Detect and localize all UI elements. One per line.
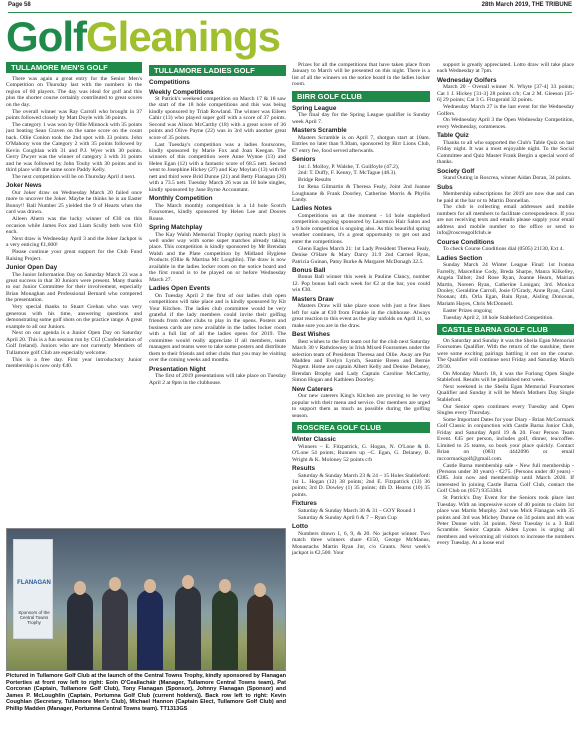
- article-paragraph: Prizes for all the competitions that have taken place from January to March will be presented on this night. There is a list of all the winners on the notice board in the ladies locker room.: [292, 62, 430, 88]
- heading-winter-classic: Winter Classic: [292, 436, 336, 444]
- person-head: [254, 583, 266, 597]
- article-paragraph: Please continue your great support for the Club Fund Raising Project.: [6, 249, 142, 262]
- sponsor-banner: [13, 539, 53, 639]
- person-head: [74, 581, 86, 595]
- article-paragraph: Competitions on at the moment - 14 hole stapleford competition ongoing sponsored by Laurenzo Hair Salon and a 9 hole competition is ongoing also. As this beautiful spring weather continues, it's a great opportunity to get out and enter the competitions.: [292, 212, 430, 245]
- article-paragraph: On Saturday and Sunday it was the Sheila Egan Memorial Foursomes Qualifier. With the return of the sunshine, there were some exciting pairings battling it out on the course. The Qualifier will continue next Friday and Saturday March 29/30.: [437, 338, 574, 370]
- heading-seniors: Seniors: [292, 156, 316, 164]
- article-paragraph: To check Course Conditions dial (0505) 21130, Ext 4.: [443, 246, 564, 253]
- masthead-gleanings: Gleanings: [85, 13, 281, 60]
- paragraph-group: [149, 293, 286, 364]
- paragraph-group: [437, 140, 574, 166]
- heading-weekly-competitions: Weekly Competitions: [149, 88, 214, 96]
- article-paragraph: This is a free day. First year introductory Junior membership is now only €40.: [6, 356, 142, 370]
- heading-new-caterers: New Caterers: [292, 385, 333, 393]
- article-paragraph: Some Important Dates for your Diary - Brian McCormack Golf Classic in conjunction with Castle Barna Junior Club, Friday and Saturday April 19 & 20. Four Person Team Event. €45 per person, includes golf, dinner, tea/coffee. Limited to 25 teams, so book your place quickly. Contact Brian on (083) 4442096 or email mccormackgolf@gmail.com.: [437, 417, 574, 462]
- paragraph-group: [149, 232, 286, 284]
- heading-ladies-open-events: Ladies Open Events: [149, 285, 211, 293]
- article-paragraph: Winners – E. Fitzpatrick, G. Hogan, N. O'Lone & B. O'Lone 54 points; Runners up –C. Egan, G. Delaney, B. Wright & K. Moloney 52 points c/b: [292, 443, 430, 463]
- person-figure: [67, 592, 93, 670]
- person-figure: [247, 594, 273, 670]
- paragraph-group: [292, 303, 430, 329]
- person-head: [219, 579, 231, 593]
- article-paragraph: Thanks to all who supported the Club's Table Quiz on last Friday night. It was a most enjoyable night. To the Social Committee and Quiz Master Frank Bergin a special word of thanks.: [437, 139, 574, 166]
- paragraph-group: [6, 190, 142, 262]
- heading-bonus-ball: Bonus Ball: [292, 266, 326, 274]
- article-paragraph: The category 1 was won by Ollie Minnock with 35 points just beating Sean Craven on the same score on the count back. Ollie Conlon took the 2nd spot with 33 points. John O'Mahony won the Category 2 with 35 points followed by Kevin Coughlan with 31 and P.J. Wyer with 30 points. Gerry Dwyer was the winner of category 3 with 31 points and he was followed by John Touhy with 30 points and in third place with the same score Paddy Kelly.: [6, 121, 142, 174]
- heading-best-wishes: Best Wishes: [292, 331, 330, 339]
- article-paragraph: The club is collecting email addresses and mobile numbers for all members to facilitate correspondence. If you are not receiving texts and emails please supply your email address and mobile number to the office or send to info@roscreagolfclub.ie: [437, 204, 574, 237]
- paragraph-group: [292, 213, 430, 265]
- article-paragraph: support is greatly appreciated. Lotto draw will take place each Wednesday at 7pm.: [437, 62, 574, 75]
- masthead-golf: Golf: [6, 13, 86, 60]
- article-paragraph: Masters Scramble is on April 7, shotgun start at 10am. Entries no later than 9.30am, sponsored by Birr Lions Club, €7 entry fee, food served afterwards.: [292, 134, 430, 154]
- article-paragraph: Very special thanks to Stuart Grehan who was very generous with his time, answering questions and demonstrating some golf shots on the practice range. A great example to all our Juniors.: [6, 304, 142, 330]
- article-paragraph: Saturday & Sunday March 23 & 24 – 15 Holes Stableford: 1st L. Hogan (12) 38 points; 2nd E. Fitzpatrick (13) 36 points; 3rd D. Dowley (1) 35 points; 4th D. Hearns (10) 35 points.: [292, 472, 430, 498]
- paragraph-group: [292, 164, 430, 204]
- article-paragraph: The overall winner was Ray Carroll who brought in 37 points followed closely by Matt Doyle with 36 points.: [6, 108, 142, 122]
- paragraph-group: [437, 338, 574, 547]
- article-paragraph: The March monthly competition is a 14 hole Scotch Foursomes, kindly sponsored by Helen Lee and Doores Rouse.: [149, 202, 286, 222]
- heading-ladies-section: Ladies Section: [437, 254, 483, 262]
- page-number: Page 58: [8, 2, 31, 8]
- article-paragraph: 1st: J. Molloy, P. Walshe, T. Guilfoyle (47.2),: [298, 163, 400, 170]
- paragraph-group: [437, 262, 574, 321]
- person-head: [182, 575, 194, 589]
- article-paragraph: Sunday March 24 Winter League Final: 1st Ivanna Farrelly, Marcelline Cody, Breda Sharpe, Maura Kilkelley, Angela Talbot; 2nd Rose Ryan, Joanne Hearn, Mairian Martin, Noreen Ryan, Catherine Lonigan; 3rd. Monica Dooley, Geraldine Carroll, Josie O'Grady, Anne Ryan, Carol Noonan; 4th. Orla Egan, Bain Ryan, Aisling Donovan, Mariam Hayes, Chris McDonnell.: [437, 262, 574, 307]
- heading-presentation-night: Presentation Night: [149, 365, 206, 373]
- person-figure: [175, 586, 201, 670]
- heading-wednesday-golfers: Wednesday Golfers: [437, 76, 497, 84]
- heading-joker-news: Joker News: [6, 182, 42, 190]
- heading-fixtures: Fixtures: [292, 500, 317, 508]
- article-paragraph: Aileen Ahern was the lucky winner of €30 on this occasion while James Fox and Liam Scully both won €10 each.: [6, 216, 142, 236]
- paragraph-group: [149, 96, 286, 193]
- paragraph-group: [292, 135, 430, 154]
- person-figure: [102, 588, 128, 670]
- article-paragraph: Next on our agenda is a Junior Open Day on Saturday April 20. This is a fun session run by CGI (Confederation of Golf Ireland). Juniors who are not currently Members of Tullamore golf Club are especially welcome.: [6, 330, 142, 356]
- article-paragraph: Last Tuesday's competition was a ladies fourscores, kindly sponsored by Marie Fox and Joan Keegan. The winners of this competition were Anne Wynne (13) and Helen Egan (12) with a fantastic score of 68.5 nett. Second went to Josephine Hickey (27) and Kay Moylan (13) with 69 nett and third were Brid Dunne (21) and Betty Flanagan (26) with a 73.5 nett. Tuesday March 26 was an 18 hole singles, kindly sponsored by Jane Byrne Accountant.: [149, 141, 286, 193]
- article-paragraph: On Wednesday April 3 the Open Wednesday Competition, every Wednesday, commences.: [437, 117, 574, 130]
- article-paragraph: Bridge Results: [298, 177, 332, 184]
- heading-junior-open-day: Junior Open Day: [6, 264, 58, 272]
- photo-caption: Pictured in Tullamore Golf Club at the launch of the Central Towns Trophy, kindly sponsored by Flanagan Porterties at front row left to right: Eoin O'Ceallacháir (Manager, Tullamore Central Towns team), Pat Corcoran (Captain, Tullamore Golf Club), Tony Flanagan (Sponsor), Johnny Flanagan (Sponsor) and James P. McLoughlin (Captain, Portumna Golf Club (current holders)). Back row left to right: Kevin Coughlan (Secretary, Tullamore Men's Club), Michael Hannon (Captain Elect, Tullamore Golf Club) and Phillip Madden (Manager, Portumna Central Towns team). TT1313GS: [6, 673, 286, 712]
- article-paragraph: The next competition will be on Thursday April 4 next.: [12, 173, 136, 180]
- heading-ladies-notes: Ladies Notes: [292, 205, 332, 213]
- heading-society-golf: Society Golf: [437, 167, 475, 175]
- heading-lotto: Lotto: [292, 523, 308, 531]
- article-paragraph: 2nd: T. Duffy, F. Kenny, T. McTague (48.3).: [298, 170, 397, 177]
- article-paragraph: Tuesday April 2, 18 hole Stableford Competition.: [443, 314, 554, 321]
- section-banner-roscrea: ROSCREA GOLF CLUB: [292, 422, 430, 433]
- section-banner-tullamore-ladies: TULLAMORE LADIES GOLF: [149, 65, 286, 76]
- article-paragraph: The final day for the Spring League qualifier is Sunday week April 7.: [292, 112, 430, 125]
- article-paragraph: Wednesday March 27 is the last event for the Wednesday Golfers.: [437, 104, 574, 117]
- article-paragraph: On Monday March 18, it was the Furlong Open Single Stableford. Results will be published next week.: [437, 370, 574, 384]
- article-paragraph: The Junior Information Day on Saturday March 23 was a great success in that 30 Juniors were present. Many thanks to our Junior Committee for their involvement, especially Brian Monaghan and Professional Bernard who compered the presentation.: [6, 271, 142, 304]
- heading-masters-scramble: Masters Scramble: [292, 127, 347, 135]
- article-paragraph: The Kay Walsh Memorial Trophy (spring match play) is well under way with some super matches already taking place. This competition is kindly sponsored by Mr Brendan Walsh and the Plate competition by Midland Hygiene Products (Ollie & Martina Mc Loughlin). The draw is now available in the ladies locker room on the notice board and the first round is to be played on or before Wednesday March 27.: [149, 231, 286, 283]
- heading-spring-league: Spring League: [292, 104, 337, 112]
- person-figure: [137, 590, 163, 670]
- person-figure: [212, 590, 238, 670]
- article-paragraph: Next draw is Wednesday April 3 and the Joker Jackpot is a very enticing €1,600!: [6, 235, 142, 249]
- publication-date: 28th March 2019, THE TRIBUNE: [481, 2, 572, 8]
- sponsor-banner-title: FLANAGAN: [17, 580, 51, 586]
- sponsor-banner-subtitle: Sponsors of the Central Towns Trophy: [18, 610, 50, 625]
- article-paragraph: The first of 2019 presentations will take place on Tuesday April 2 at 8pm in the clubhouse.: [149, 373, 286, 386]
- masthead: [6, 13, 280, 63]
- paragraph-group: [292, 508, 430, 521]
- article-paragraph: Castle Barna membership sale - New full membership - (Persons under 30 years) - €275. (Persons under 40 years) - €385. Join now and membership until March 2020. If interested in joining Castle Barna Golf Club, contact the Golf Club on (057) 9353384.: [437, 462, 574, 495]
- person-head: [144, 579, 156, 593]
- article-paragraph: Glenn Eagles March 21: 1st Lady President Theresa Fealy, Denise O'Hare & Mary Darcy 31.9 2nd Carmel Ryan, Patricia Guinan, Patsy Burke & Margaret McDonagh 32.5.: [292, 245, 430, 265]
- section-banner-tullamore-mens: TULLAMORE MEN'S GOLF: [6, 62, 142, 73]
- article-paragraph: Masters Draw will take place soon with just a few lines left for sale at €10 from Frankie in the clubhouse. Always great reaction to this event as the play unfolds on April 11, so make sure you are in the draw.: [292, 303, 430, 329]
- article-paragraph: Membership subscriptions for 2019 are now due and can be paid at the bar or to Martin Donnellan.: [437, 191, 574, 204]
- article-paragraph: Saturday & Sunday April 6 & 7 – Ryan Cup: [298, 514, 397, 521]
- column-2: [149, 62, 286, 588]
- section-banner-castle-barna: CASTLE BARNA GOLF CLUB: [437, 324, 574, 335]
- column-1: [6, 62, 142, 588]
- paragraph-group: [6, 272, 142, 370]
- paragraph-group: [292, 112, 430, 125]
- paragraph-group: [149, 203, 286, 222]
- article-paragraph: Bonus Ball winner this week is Pauline Clancy, number 12. Pop bonus ball each week for €2 at the bar, you could win €30.: [292, 274, 430, 294]
- paragraph-group: [437, 62, 574, 75]
- column-3: [292, 62, 430, 733]
- article-paragraph: There was again a great entry for the Senior Men's Competition on Thursday last with the numbers in the region of 60 players. The day was ideal for golf and this plus the shorter course certainly contributed to great scores on the day.: [6, 76, 142, 108]
- paragraph-group: [292, 393, 430, 419]
- heading-course-conditions: Course Conditions: [437, 238, 495, 246]
- column-4: [437, 62, 574, 733]
- paragraph-group: [437, 191, 574, 237]
- paragraph-group: [437, 246, 574, 252]
- heading-subs: Subs: [437, 183, 453, 191]
- paragraph-group: [437, 175, 574, 181]
- article-paragraph: Saturday & Sunday March 30 & 31 – GOY Round 1: [298, 507, 416, 514]
- article-paragraph: Stand Outing in Roscrea, winner Aidan Doran, 34 points.: [443, 175, 572, 182]
- heading-results: Results: [292, 465, 316, 472]
- heading-competitions: Competitions: [149, 79, 190, 86]
- heading-masters-draw: Masters Draw: [292, 295, 334, 303]
- paragraph-group: [437, 84, 574, 130]
- page-header: [8, 2, 572, 12]
- article-paragraph: Our Joker draw on Wednesday March 20 failed once more to uncover the Joker. Maybe he thinks he is an Easter Bunny!! Ball Number 25 yielded the 9 of Hearts when the card was drawn.: [6, 189, 142, 216]
- article-paragraph: On Tuesday April 2 the first of our ladies club open competitions will take place and is kindly sponsored by Kit Your Kitchen. The ladies club committee would be very grateful if the lady members could invite their golfing friends from other clubs to play in the opens. Posters and business cards are now available in the ladies locker room with a full list of all the ladies opens for 2019. The committee would really appreciate if all members, team managers and teams were to take some posters and distribute them to their friends and other clubs that you may be visiting over the coming weeks and months.: [149, 292, 286, 364]
- heading-spring-matchplay: Spring Matchplay: [149, 224, 203, 232]
- article-paragraph: Best wishes to the first team out for the club next Saturday March 30 v Rathdowney in Irish Mixed Foursomes under the selection team of Presidents Theresa and Ollie. Away are Pat Madden and Evelyn Lynch, Seamie Breen and Bernie Nugent. Home are captain Albert Kelly and Denise Delaney, Brendan Brophy and Lady Captain Caroline McCarthy, Simon Hogan and Kathleen Doorley.: [292, 338, 430, 384]
- paragraph-group: [6, 76, 142, 180]
- article-paragraph: Easter Prizes ongoing: [443, 307, 492, 314]
- person-head: [109, 577, 121, 591]
- heading-monthly-competition: Monthly Competition: [149, 195, 213, 203]
- paragraph-group: [292, 531, 430, 557]
- article-photo: [6, 528, 286, 671]
- article-paragraph: Numbers drawn 1, 6, 9, & 20. No jackpot winner. Two match three winners share €150, George McManus, Monastachs Martin Ryan Jnr, c/o Grants. Next week's jackpot is €2,500. Your: [292, 530, 430, 556]
- paragraph-group: [292, 444, 430, 463]
- article-paragraph: St Patrick's weekend competition on March 17 & 18 saw the start of the 18 hole competitions and this was being kindly sponsored by Triab Rowland. The winner was Eileen Cahir (13) who played super golf with a score of 37 points. Second was Alison McCarthy (18) with a great score of 36 points and Olive Payne (22) was in 3rd with another great score of 35 points.: [149, 96, 286, 141]
- article-paragraph: Our new caterers King's Kitchen are proving to be very popular with their menu and service. Our members are urged to support them as much as possible during the golfing season.: [292, 393, 430, 419]
- paragraph-group: [292, 473, 430, 499]
- article-paragraph: March 20 - Overall winner N. Whyte [37-4] 33 points; Cat 1 J. Hickey [31-3] 28 points c/b; Cat 2 M. Gleeson [35-6] 29 points; Cat 3 G. Fitzgerald 32 points.: [437, 84, 574, 104]
- article-paragraph: Our Senior open continues every Tuesday and Open Singles every Thursday.: [437, 403, 574, 417]
- paragraph-group: [149, 373, 286, 386]
- heading-table-quiz: Table Quiz: [437, 132, 469, 140]
- paragraph-group: [292, 339, 430, 384]
- article-paragraph: St Patrick's Day Event for the Seniors took place last Tuesday. With an impressive score of 40 points to claim 1st place was Martin Murphy. 2nd was Mick Flanagan with 35 points and 3rd was Michey Dunne on 34 points and 4th was Peter Dunne with 34 points. Next Tuesday is a 3 Ball Scramble. Senior Captain Aiden Lyons is urging all members and welcoming all visitors to increase the numbers every Tuesday. At a loose end: [437, 495, 574, 547]
- article-paragraph: Next weekend is the Sheila Egan Memorial Foursomes Qualifier and Sunday it will be Men's Mothers Day Single Stableford.: [437, 383, 574, 403]
- article-paragraph: 1st Rena Gilmartin & Theresa Fealy, Joint 2nd Joanne Loughnane & Frank Doorley, Catherine Morris & Phyllis Landy.: [292, 184, 430, 204]
- section-banner-birr: BIRR GOLF CLUB: [292, 91, 430, 102]
- paragraph-group: [292, 62, 430, 88]
- paragraph-group: [292, 274, 430, 293]
